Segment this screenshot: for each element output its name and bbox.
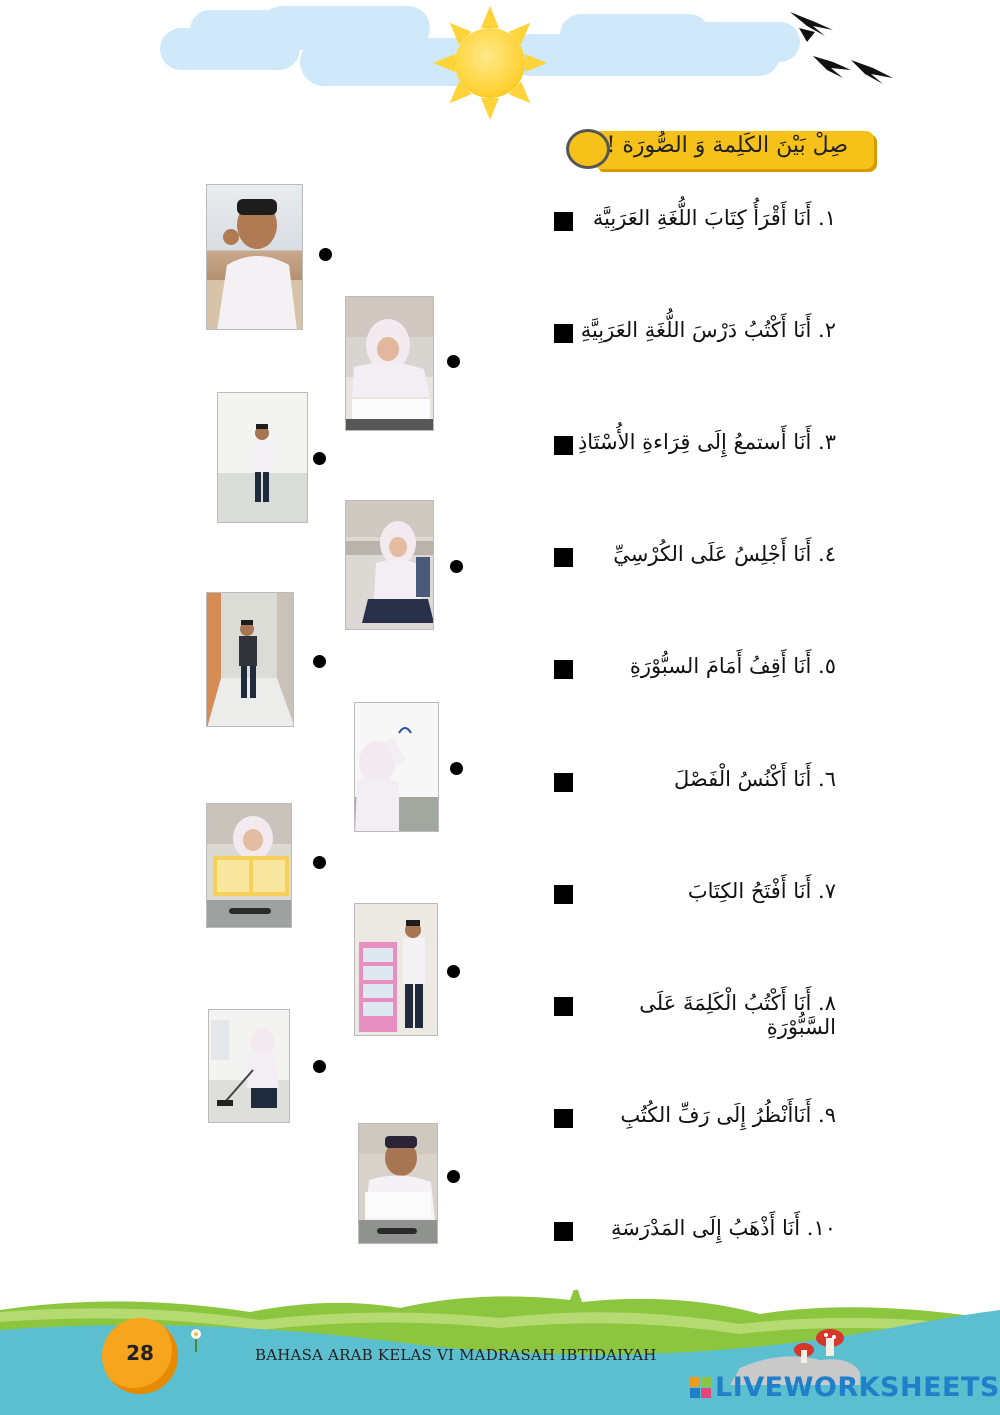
- match-anchor-4[interactable]: [554, 548, 573, 567]
- photo-bookshelf-boy: [354, 903, 438, 1036]
- photo-sweeping-girl: [208, 1009, 290, 1123]
- photo-sitting-girl: [345, 500, 434, 630]
- question-4: ٤. أَنَا أَجْلِسُ عَلَى الكُرْسِيِّ: [613, 542, 836, 566]
- instruction-banner: [566, 127, 876, 173]
- question-3: ٣. أَنَا أَستمعُ إِلَى قِرَاءةِ الأُسْتَاذِ: [577, 430, 836, 454]
- sun-icon: [455, 28, 525, 98]
- photo-writing-girl: [345, 296, 434, 431]
- page-number: 28: [126, 1341, 154, 1365]
- question-10: ١٠. أَنَا أَذْهَبُ إِلَى المَدْرَسَةِ: [610, 1216, 836, 1240]
- brand-logo[interactable]: [690, 1372, 1000, 1403]
- photo-book-boy: [358, 1123, 438, 1244]
- match-anchor-photo-5[interactable]: [313, 655, 326, 668]
- brand-name: LIVEWORKSHEETS: [715, 1372, 1000, 1403]
- question-1: ١. أَنَا أَقْرَأُ كِتَابَ اللُّغَةِ العَرَبِيَّة: [592, 206, 836, 230]
- question-6: ٦. أَنَا أَكْنُسُ الْفَصْلَ: [674, 767, 836, 791]
- match-anchor-photo-4[interactable]: [450, 560, 463, 573]
- paperclip-icon: [566, 129, 610, 169]
- instruction-text: صِلْ بَيْنَ الكَلِمة وَ الصُّورَة !: [606, 133, 848, 158]
- match-anchor-2[interactable]: [554, 324, 573, 343]
- photo-standing-boy: [217, 392, 308, 523]
- birds-icon: [785, 8, 905, 93]
- question-8: ٨. أَنَا أَكْتُبُ الْكَلِمَةَ عَلَى السَّبُّوْرَةِ: [639, 991, 836, 1039]
- photo-walking-boy: [206, 592, 294, 727]
- photo-listening-boy: [206, 184, 303, 330]
- question-2: ٢. أَنَا أَكْتُبُ دَرْسَ اللُّغَةِ العَرَبِيَّةِ: [580, 318, 836, 342]
- match-anchor-photo-3[interactable]: [313, 452, 326, 465]
- match-anchor-6[interactable]: [554, 773, 573, 792]
- match-anchor-photo-2[interactable]: [447, 355, 460, 368]
- match-anchor-photo-7[interactable]: [313, 856, 326, 869]
- match-anchor-1[interactable]: [554, 212, 573, 231]
- photo-reading-girl: [206, 803, 292, 928]
- match-anchor-9[interactable]: [554, 1109, 573, 1128]
- book-title: BAHASA ARAB KELAS VI MADRASAH IBTIDAIYAH: [255, 1346, 657, 1364]
- question-7: ٧. أَنَا أَفْتَحُ الكِتَابَ: [687, 879, 836, 903]
- match-anchor-photo-10[interactable]: [447, 1170, 460, 1183]
- question-5: ٥. أَنَا أَقِفُ أَمَامَ السبُّوْرَةِ: [629, 654, 836, 678]
- match-anchor-7[interactable]: [554, 885, 573, 904]
- match-anchor-photo-6[interactable]: [450, 762, 463, 775]
- match-anchor-8[interactable]: [554, 997, 573, 1016]
- liveworksheets-logo-icon: [690, 1377, 712, 1399]
- match-anchor-10[interactable]: [554, 1222, 573, 1241]
- page-number-badge: [102, 1318, 178, 1394]
- photo-board-writing-girl: [354, 702, 439, 832]
- match-anchor-3[interactable]: [554, 436, 573, 455]
- match-anchor-5[interactable]: [554, 660, 573, 679]
- match-anchor-photo-1[interactable]: [319, 248, 332, 261]
- question-9: ٩. أَنَاأَنْظُرُ إِلَى رَفِّ الكُتُبِ: [620, 1103, 836, 1127]
- match-anchor-photo-8[interactable]: [447, 965, 460, 978]
- cloud: [680, 22, 800, 62]
- match-anchor-photo-9[interactable]: [313, 1060, 326, 1073]
